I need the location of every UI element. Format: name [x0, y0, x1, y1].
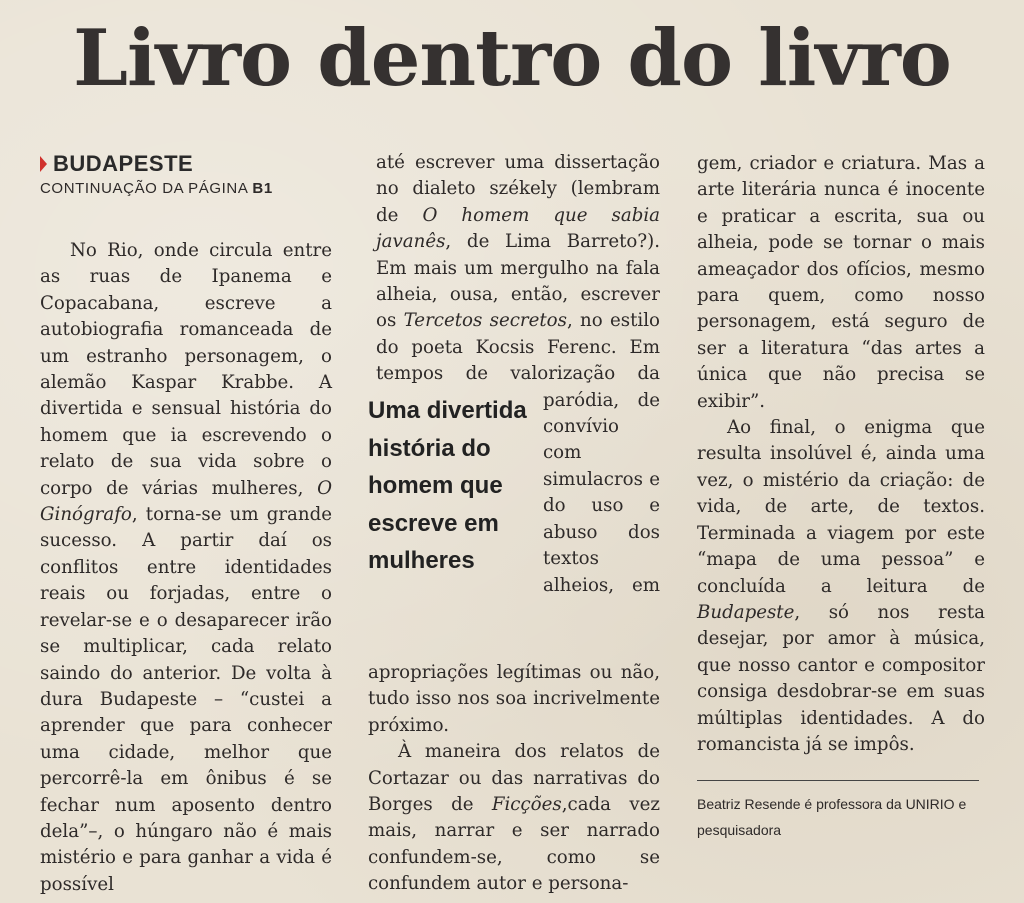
credit-divider [697, 780, 979, 781]
book-title: Ficções [491, 794, 562, 816]
text-run: , torna-se um grande sucesso. A partir daí os conflitos entre identidades reais ou forjadas, entre o revelar-se e o desaparecer irão se multiplicar, cada relato saindo do anterior. De volta à dura Budapeste – “custei a aprender que para conhecer uma cidade, melhor que percorrê-la em ônibus é se fechar num aposento dentro dela”–, o húngaro não é mais mistério e para ganhar a vida é possível [40, 504, 332, 895]
text-run: gem, criador e criatura. Mas a arte literária nunca é inocente e praticar a escrita, sua ou alheia, pode se tornar o mais ameaçador dos ofícios, mesmo para quem, como nosso personagem, está seguro de ser a literatura “das artes a única que não precisa se exibir”. [697, 153, 985, 412]
text-run: , só nos resta desejar, por amor à música, que nosso cantor e compositor consiga desdobrar-se em suas múltiplas identidades. A do romancista já se impôs. [697, 601, 985, 755]
paragraph [40, 238, 332, 898]
book-title: O homem que sabia javanês [376, 204, 660, 253]
section-kicker [40, 150, 332, 178]
paragraph [697, 151, 985, 415]
text-run: até escrever uma dissertação no dialeto székely (lembram de [376, 152, 660, 226]
kicker-arrow-icon [40, 156, 47, 172]
book-title: Budapeste [697, 601, 795, 623]
headline: Livro dentro do livro [73, 13, 951, 104]
column-3 [697, 151, 985, 843]
paragraph [368, 739, 660, 897]
continuation-page: B1 [252, 180, 273, 197]
book-title: O Ginógrafo [40, 477, 332, 526]
text-run: , de Lima Barreto?). Em mais um mergulho na fala alheia, ousa, então, escrever os [376, 231, 660, 332]
author-credit: Beatriz Resende é professora da UNIRIO e pesquisadora [697, 796, 967, 839]
pull-quote: Uma divertida história do homem que escreve em mulheres [368, 397, 527, 574]
text-run: Ao final, o enigma que resulta insolúvel é, ainda uma vez, o mistério da criação: de vida, de arte, de textos. Terminada a viagem por este “mapa de uma pessoa” e concluída a leitura de [697, 417, 985, 597]
book-title: Tercetos secretos [403, 310, 567, 332]
column-1 [40, 150, 332, 898]
continuation-text: CONTINUAÇÃO DA PÁGINA [40, 180, 248, 197]
paragraph [697, 415, 985, 758]
continuation-line [40, 178, 332, 200]
text-run: À maneira dos relatos de Cortazar ou das narrativas do Borges de [368, 741, 660, 816]
text-run: No Rio, onde circula entre as ruas de Ipanema e Copacabana, escreve a autobiografia romanceada de um estranho personagem, o alemão Kaspar Krabbe. A divertida e sensual história do homem que ia escrevendo o relato de sua vida sobre o corpo de várias mulheres, [40, 240, 332, 499]
text-run: , no estilo do poeta Kocsis Ferenc. Em tempos de valorização da paródia, de convívio com simulacros e do uso e abuso dos textos alheios, em apropriações legítimas ou não, tudo isso nos soa incrivelmente próximo. [368, 310, 660, 736]
text-run: ,cada vez mais, narrar e ser narrado confundem-se, como se confundem autor e persona- [368, 794, 661, 895]
kicker-label: BUDAPESTE [53, 151, 194, 176]
